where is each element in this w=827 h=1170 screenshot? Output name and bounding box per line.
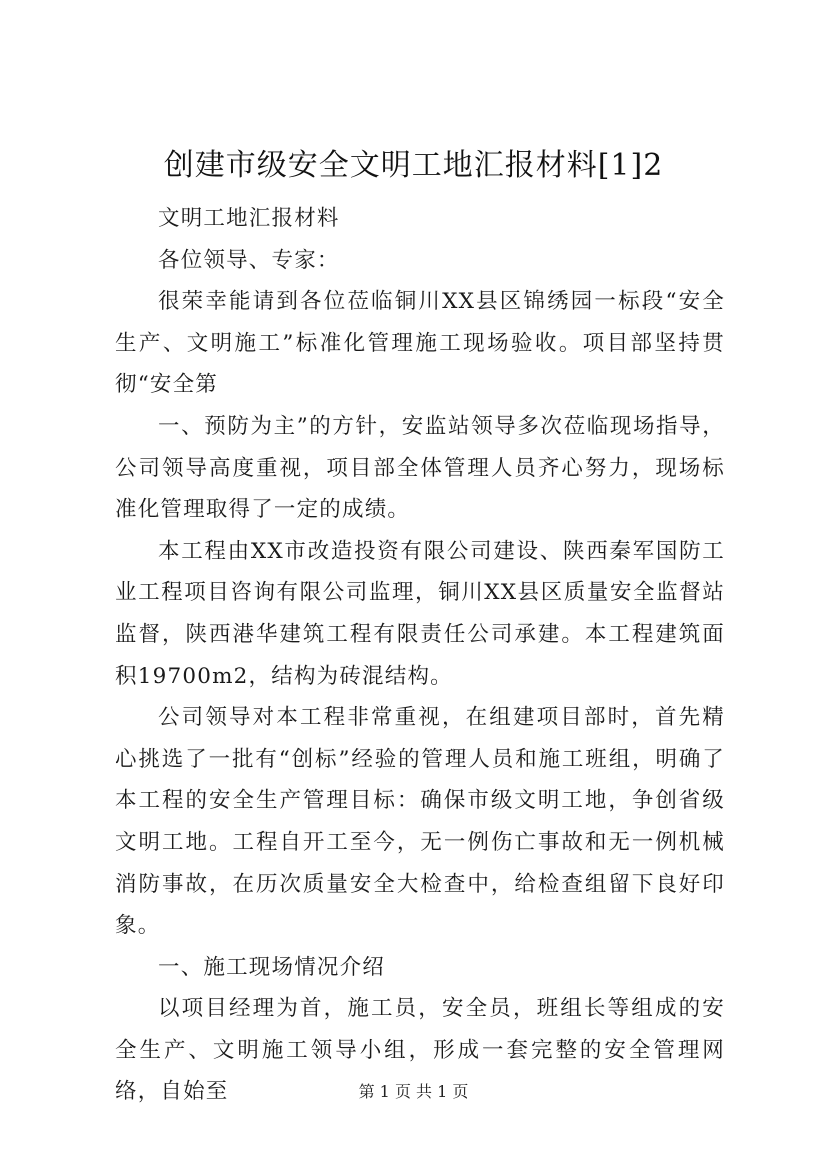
paragraph-leadership-team: 以项目经理为首，施工员，安全员，班组长等组成的安全生产、文明施工领导小组，形成一套完整的安全管理网络，自始至	[115, 996, 725, 1105]
section-heading-site-intro: 一、施工现场情况介绍	[158, 954, 386, 980]
paragraph-subtitle: 文明工地汇报材料	[158, 206, 340, 231]
document-body	[115, 198, 725, 1113]
paragraph-policy: 一、预防为主”的方针，安监站领导多次莅临现场指导，公司领导高度重视，项目部全体管理人员齐心努力，现场标准化管理取得了一定的成绩。	[115, 413, 725, 523]
paragraph-project-overview: 本工程由XX市改造投资有限公司建设、陕西秦军国防工业工程项目咨询有限公司监理，铜川XX县区质量安全监督站监督，陕西港华建筑工程有限责任公司承建。本工程建筑面积19700m2，结构为砖混结构。	[115, 538, 725, 689]
paragraph-salutation: 各位领导、专家：	[158, 247, 340, 273]
paragraph-management: 公司领导对本工程非常重视，在组建项目部时，首先精心挑选了一批有“创标”经验的管理人员和施工班组，明确了本工程的安全生产管理目标：确保市级文明工地，争创省级文明工地。工程自开工至今，无一例伤亡事故和无一例机械消防事故，在历次质量安全大检查中，给检查组留下良好印象。	[115, 705, 725, 939]
page-title: 创建市级安全文明工地汇报材料[1]2	[163, 148, 664, 183]
page-number-footer: 第 1 页 共 1 页	[358, 1082, 469, 1101]
paragraph-intro: 很荣幸能请到各位莅临铜川XX县区锦绣园一标段“安全生产、文明施工”标准化管理施工现场验收。项目部坚持贯彻“安全第	[115, 289, 725, 398]
